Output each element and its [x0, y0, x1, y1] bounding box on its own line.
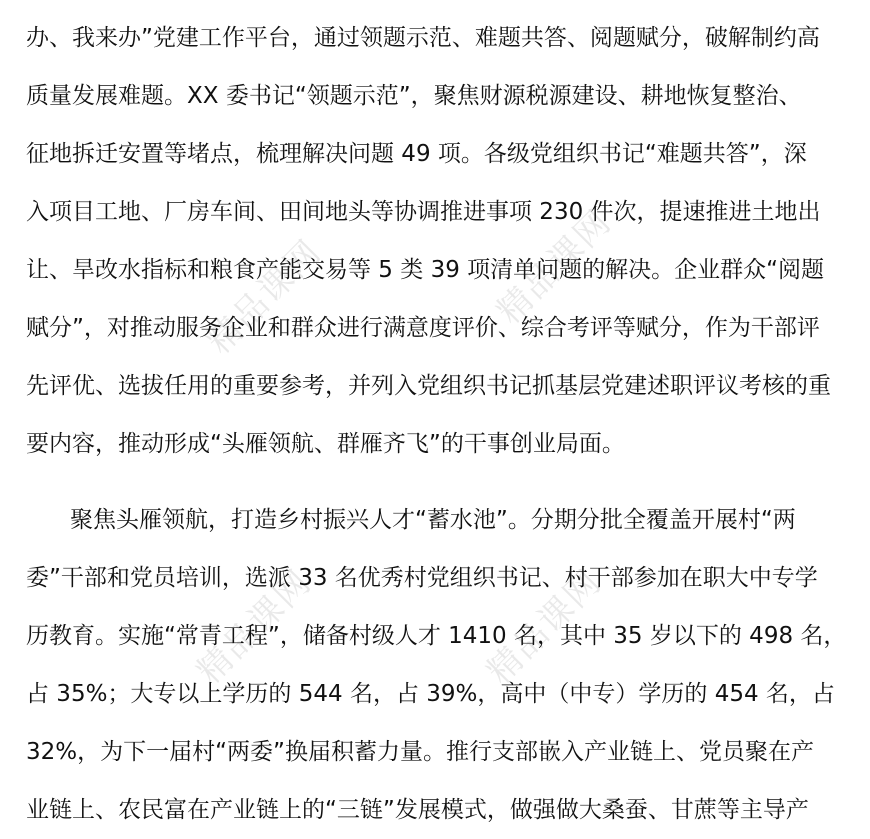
text-line: 办、我来办”党建工作平台，通过领题示范、难题共答、阅题赋分，破解制约高: [26, 25, 820, 51]
text-line: 业链上、农民富在产业链上的“三链”发展模式，做强做大桑蚕、甘蔗等主导产: [26, 797, 809, 823]
text-line: 历教育。实施“常青工程”，储备村级人才 1410 名，其中 35 岁以下的 498 名，: [26, 623, 847, 649]
watermark: 精品课网: [489, 201, 620, 333]
text-line: 质量发展难题。XX 委书记“领题示范”，聚焦财源税源建设、耕地恢复整治、: [26, 83, 802, 109]
text-line: 让、旱改水指标和粮食产能交易等 5 类 39 项清单问题的解决。企业群众“阅题: [26, 257, 825, 283]
watermark: 精品课网: [199, 231, 330, 363]
text-line: 占 35%；大专以上学历的 544 名，占 39%，高中（中专）学历的 454 名，占: [26, 681, 835, 707]
text-line: 先评优、选拔任用的重要参考，并列入党组织书记抓基层党建述职评议考核的重: [26, 373, 831, 399]
text-line: 要内容，推动形成“头雁领航、群雁齐飞”的干事创业局面。: [26, 431, 625, 457]
text-line: 赋分”，对推动服务企业和群众进行满意度评价、综合考评等赋分，作为干部评: [26, 315, 820, 341]
text-line: 征地拆迁安置等堵点，梳理解决问题 49 项。各级党组织书记“难题共答”，深: [26, 141, 807, 167]
watermark: 精品课网: [189, 561, 320, 693]
text-line: 入项目工地、厂房车间、田间地头等协调推进事项 230 件次，提速推进土地出: [26, 199, 821, 225]
text-line: 32%，为下一届村“两委”换届积蓄力量。推行支部嵌入产业链上、党员聚在产: [26, 739, 814, 765]
watermark: 精品课网: [479, 561, 610, 693]
text-line: 聚焦头雁领航，打造乡村振兴人才“蓄水池”。分期分批全覆盖开展村“两: [70, 507, 796, 533]
text-line: 委”干部和党员培训，选派 33 名优秀村党组织书记、村干部参加在职大中专学: [26, 565, 818, 591]
